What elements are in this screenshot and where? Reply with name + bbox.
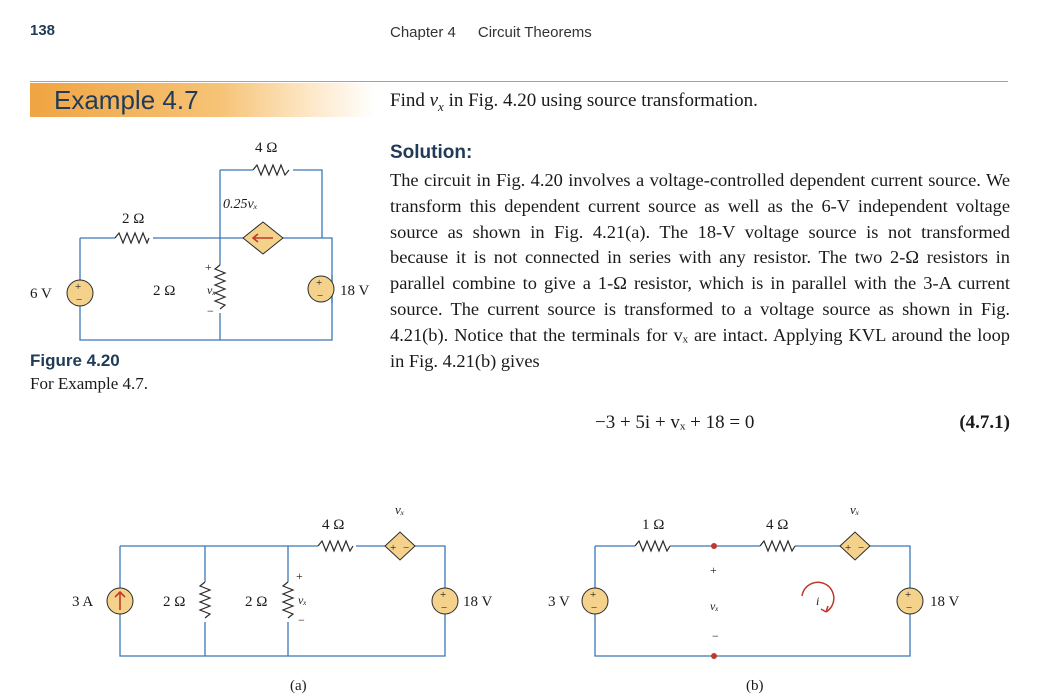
fig421a-label-r2: 2 Ω xyxy=(245,594,268,610)
fig421b-voltage-source-18v xyxy=(897,588,923,614)
fig420-resistor-left xyxy=(115,233,149,243)
fig421a-dependent-source xyxy=(385,532,415,560)
figure-4-21a-circuit xyxy=(60,500,520,696)
svg-text:−: − xyxy=(906,602,913,614)
fig420-vx-minus: − xyxy=(207,304,214,318)
equation-number: (4.7.1) xyxy=(959,412,1010,433)
running-head xyxy=(390,24,614,41)
fig420-vx-plus: + xyxy=(205,260,212,274)
fig421b-voltage-source-3v xyxy=(582,588,608,614)
fig421a-label-r1: 2 Ω xyxy=(163,594,186,610)
fig421b-label-vx: vₓ xyxy=(710,599,719,613)
fig421a-vx-minus: − xyxy=(298,613,305,627)
svg-text:+: + xyxy=(75,281,82,293)
fig421b-vx-minus: − xyxy=(712,629,719,643)
fig420-resistor-mid xyxy=(215,265,225,309)
chapter-label: Chapter 4 xyxy=(390,24,456,41)
fig421a-label-3a: 3 A xyxy=(72,594,94,610)
svg-text:+: + xyxy=(905,589,912,601)
svg-text:−: − xyxy=(858,542,865,554)
svg-text:−: − xyxy=(76,294,83,306)
fig421a-label-vx: vₓ xyxy=(298,593,307,607)
fig421b-label-i: i xyxy=(816,594,820,608)
fig421a-label: (a) xyxy=(290,678,307,694)
figure-4-20-circuit xyxy=(25,135,375,350)
problem-prefix: Find xyxy=(390,90,430,111)
svg-text:+: + xyxy=(316,277,323,289)
svg-text:+: + xyxy=(845,542,852,554)
fig420-label-r-left: 2 Ω xyxy=(122,211,145,227)
svg-text:+: + xyxy=(440,589,447,601)
solution-heading: Solution: xyxy=(390,142,473,163)
fig421b-dependent-source xyxy=(840,532,870,560)
fig420-resistor-top xyxy=(253,165,289,175)
fig421b-label-r1: 1 Ω xyxy=(642,517,665,533)
problem-var: v xyxy=(429,90,439,111)
equation-text: −3 + 5i + vₓ + 18 = 0 xyxy=(595,412,755,433)
fig420-label-18v: 18 V xyxy=(340,283,370,299)
figure-4-21b-circuit xyxy=(540,500,990,696)
fig420-label-dep: 0.25vₓ xyxy=(223,197,258,212)
equation xyxy=(390,412,1010,438)
fig420-voltage-source-6v xyxy=(67,280,93,306)
svg-text:−: − xyxy=(591,602,598,614)
fig421b-resistor-1 xyxy=(635,541,670,551)
svg-text:+: + xyxy=(390,542,397,554)
figure-4-20-caption: For Example 4.7. xyxy=(30,374,149,393)
fig421b-label: (b) xyxy=(746,678,764,694)
svg-text:−: − xyxy=(403,542,410,554)
fig420-dependent-source xyxy=(243,222,283,254)
fig421b-terminal-bottom xyxy=(711,653,717,659)
fig420-label-6v: 6 V xyxy=(30,286,52,302)
problem-statement xyxy=(390,90,758,115)
solution-body: The circuit in Fig. 4.20 involves a voltage-controlled dependent current source. We transform this dependent current source as well as the 6-V independent voltage source as shown in Fig. 4.21(a). The 18-V voltage source is not transformed because it is not connected in series with any resistor. The two 2-Ω resistors in parallel combine to give a 1-Ω resistor, which is in parallel with the 3-A current source. The current source is transformed to a voltage source as shown in Fig. 4.21(b). Notice that the terminals for vₓ are intact. Applying KVL around the loop in Fig. 4.21(b) gives xyxy=(390,170,1010,371)
problem-sub: x xyxy=(438,98,444,114)
fig420-wires xyxy=(80,170,332,340)
svg-text:−: − xyxy=(317,290,324,302)
fig421b-wires xyxy=(595,546,913,656)
fig421a-resistor-1 xyxy=(200,582,210,618)
page-number: 138 xyxy=(30,22,56,39)
fig421b-label-dep: vₓ xyxy=(850,502,860,517)
fig421a-current-source xyxy=(107,588,133,614)
example-title: Example 4.7 xyxy=(54,85,199,115)
fig420-label-r-top: 4 Ω xyxy=(255,140,278,156)
fig421a-resistor-2 xyxy=(283,582,293,618)
fig420-voltage-source-18v xyxy=(308,276,334,302)
chapter-title: Circuit Theorems xyxy=(477,24,592,41)
figure-4-20-label: Figure 4.20 xyxy=(30,351,120,370)
problem-suffix: in Fig. 4.20 using source transformation. xyxy=(443,90,758,111)
fig421a-label-18v: 18 V xyxy=(463,594,493,610)
fig421a-vx-plus: + xyxy=(296,569,303,583)
fig420-label-r-mid: 2 Ω xyxy=(153,283,176,299)
fig421b-label-r2: 4 Ω xyxy=(766,517,789,533)
fig421a-voltage-source-18v xyxy=(432,588,458,614)
svg-text:+: + xyxy=(590,589,597,601)
fig421a-label-dep: vₓ xyxy=(395,502,405,517)
svg-text:−: − xyxy=(441,602,448,614)
fig421b-resistor-2 xyxy=(760,541,795,551)
header-rule xyxy=(30,81,1008,82)
fig421b-terminal-top xyxy=(711,543,717,549)
fig420-label-vx: vₓ xyxy=(207,283,216,297)
fig421b-vx-plus: + xyxy=(710,563,717,577)
fig421a-label-r-top: 4 Ω xyxy=(322,517,345,533)
fig421b-label-18v: 18 V xyxy=(930,594,960,610)
fig421b-label-3v: 3 V xyxy=(548,594,570,610)
fig421a-resistor-top xyxy=(318,541,353,551)
